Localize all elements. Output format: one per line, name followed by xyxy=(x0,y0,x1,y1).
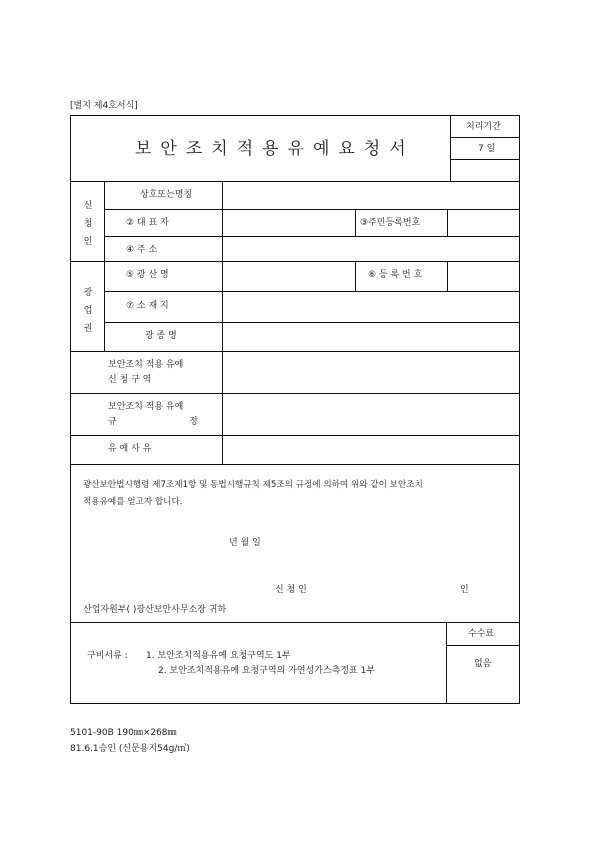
fee-label: 수수료 xyxy=(468,629,495,639)
statement-line2: 적용유예를 얻고자 합니다. xyxy=(83,497,183,507)
registration-number-field[interactable] xyxy=(449,263,517,290)
attachment-item-2: 2. 보안조치적용유예 요청구역의 가연성가스측정표 1부 xyxy=(158,666,376,676)
mine-name-label: ⑤ 광 산 명 xyxy=(126,270,169,280)
attachments-label: 구비서류 : xyxy=(87,651,128,661)
request-area-field[interactable] xyxy=(224,353,517,392)
resident-number-field[interactable] xyxy=(449,211,517,235)
reason-label: 유 예 사 유 xyxy=(108,444,152,454)
representative-label: ② 대 표 자 xyxy=(126,218,169,228)
approval-line: 81.6.1승인 (신문용지54g/㎡) xyxy=(70,744,190,754)
seal-mark: 인 xyxy=(460,585,469,595)
mine-name-field[interactable] xyxy=(224,263,353,290)
rule-label-line2b: 정 xyxy=(189,417,198,427)
addressee: 산업자원부( )광산보안사무소장 귀하 xyxy=(83,605,227,615)
form-title: 보안조치적용유예요청서 xyxy=(135,139,415,159)
processing-period-value: 7 일 xyxy=(478,144,496,154)
rule-field[interactable] xyxy=(224,395,517,434)
mineral-type-field[interactable] xyxy=(224,324,517,350)
address-label: ④ 주 소 xyxy=(126,245,158,255)
form-number-label: [별지 제4호서식] xyxy=(70,101,138,111)
reason-field[interactable] xyxy=(224,437,517,463)
resident-number-label: ③주민등록번호 xyxy=(360,218,421,228)
request-area-label-line1: 보안조치 적용 유예 xyxy=(108,360,184,370)
attachment-item-1: 1. 보안조치적용유예 요청구역도 1부 xyxy=(146,651,291,661)
applicant-section-label: 신청인 xyxy=(83,201,93,247)
fee-value: 없음 xyxy=(474,659,492,669)
mineral-type-label: 광 종 명 xyxy=(145,331,177,341)
rule-label-line1: 보안조치 적용 유예 xyxy=(108,402,184,412)
business-name-label: 상호또는명칭 xyxy=(140,190,193,200)
representative-field[interactable] xyxy=(224,211,353,235)
date-line: 년 월 일 xyxy=(229,538,261,548)
form-spec-line: 5101-90B 190㎜×268㎜ xyxy=(70,728,177,738)
statement-line1: 광산보안법시행령 제7조제1항 및 동법시행규칙 제5조의 규정에 의하여 위와 같이 보안조치 xyxy=(83,480,423,490)
registration-number-label: ⑥ 등 록 번 호 xyxy=(368,270,423,280)
applicant-sign-label: 신 청 인 xyxy=(275,585,307,595)
business-name-field[interactable] xyxy=(224,183,517,208)
request-area-label-line2: 신 청 구 역 xyxy=(108,375,152,385)
location-label: ⑦ 소 재 지 xyxy=(126,301,169,311)
processing-period-label: 처리기간 xyxy=(466,122,501,132)
address-field[interactable] xyxy=(224,238,517,260)
mining-section-label: 광업권 xyxy=(83,288,93,334)
location-field[interactable] xyxy=(224,293,517,321)
rule-label-line2a: 규 xyxy=(108,417,117,427)
